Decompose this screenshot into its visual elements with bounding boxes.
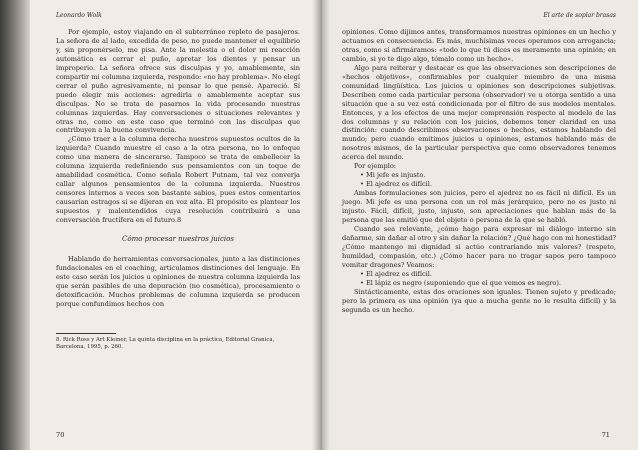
running-header-left: Leonardo Wolk <box>56 12 102 19</box>
paragraph: Hablando de herramientas conversacionales, junto a las distinciones fundacionales en el coaching, articulamos distinciones del lenguaje. En este caso serán los juicios u opiniones de nuestra columna izquierda las que serán pasibles de una depuración (no cosmética), procesamiento o detoxificación. Muchos problemas de columna izquierda se producen porque confundimos hechos con <box>56 254 300 308</box>
paragraph: Cuando sea relevante, ¿cómo hago para expresar mi diálogo interno sin dañarme, sin dañar al otro y sin dañar la relación? ¿Qué hago con mi honestidad? ¿Cómo mantengo mi dignidad si actúo contrariando mis valores? (respeto, humildad, compasión, etc.) ¿Cómo hacer para no tragar sapos pero tampoco vomitar dragones? Veamos: <box>342 224 616 269</box>
right-page <box>318 0 638 450</box>
page-number-right: 71 <box>601 431 610 439</box>
footnote-divider <box>56 333 116 334</box>
paragraph: ¿Cómo traer a la columna derecha nuestros supuestos ocultos de la izquierda? Cuando muestre el caso a la otra persona, no lo enfoque como una manera de sincerarse. Tampoco se trata de embellecer la columna izquierda redefiniendo sus pensamientos con un toque de amabilidad cosmética. Como señala Robert Putnam, tal vez converja callar algunos pensamientos de la columna izquierda. Nuestros censores internos a veces son bastante sabios, pues estos comentarios causarían estragos si se dijeran en voz alta. El propósito es plantear los supuestos y malentendidos cuya resolución contribuirá a una conversación fructífera en el futuro.8 <box>56 135 300 225</box>
paragraph: Sintácticamente, estas dos oraciones son iguales. Tienen sujeto y predicado; pero la primera es una opinión (ya que a mucha gente no le resulta difícil) y la segunda es un hecho. <box>342 287 616 314</box>
list-item: • El lápiz es negro (suponiendo que el que vemos es negro). <box>360 278 562 287</box>
left-page <box>0 0 318 450</box>
footnote: 8. Rick Ross y Art Kleiner, La quinta disciplina en la práctica, Editorial Granica, Barcelona, 1995, p. 260. <box>56 336 275 350</box>
paragraph: Algo para reiterar y destacar es que las observaciones son descripciones de «hechos objetivos», confirmables por cualquier miembro de una misma comunidad lingüística. Los juicios u opiniones son descripciones subjetivas. Describen como cada particular persona (observador) ve u otorga sentido a una situación que a su vez está condicionada por el filtro de sus modelos mentales. Entonces, y a los efectos de una mejor comprensión respecto al modelo de las dos columnas y su relación con los juicios, debemos tener claridad en una distinción: cuando describimos observaciones o hechos, estamos hablando del mundo; pero cuando emitimos juicios u opiniones, estamos hablando más de nosotros mismos, de la particular perspectiva que como observadores tenemos acerca del mundo. <box>342 63 616 162</box>
running-header-right: El arte de soplar brasas <box>543 12 616 19</box>
paragraph: Por ejemplo: <box>354 162 397 171</box>
list-item: • El ajedrez es difícil. <box>360 269 432 278</box>
section-heading: Cómo procesar nuestros juicios <box>122 234 234 243</box>
paragraph: Por ejemplo, estoy viajando en el subterráneo repleto de pasajeros. La señora de al lado, excedida de peso, no puede mantener el equilibrio y, sin proponérselo, me pisa. Ante la molestia o el dolor mi reacción automática es cerrar el puño, apretar los dientes y pensar un improperio. La señora ofrece sus disculpas y yo, amablemente, sin compartir mi columna izquierda, respondo: «no hay problema». No elegí cerrar el puño agresivamente, ni pensar lo que pensé. Apareció. Sí puedo elegir mis acciones: agredirla o amablemente aceptar sus disculpas. No se trata de pasarnos la vida procesando nuestras columnas izquierdas. Hay conversaciones o situaciones relevantes y otras no, como en este caso que terminó con las disculpas que contribuyen a la buena convivencia. <box>56 28 300 135</box>
paragraph: Ambas formulaciones son juicios, pero el ajedrez no es fácil ni difícil. Es un juego. Mi jefe es una persona con un rol más jerárquico, pero no es justo ni injusto. Fácil, difícil, justo, injusto, son apreciaciones que hablan más de la persona que las emitió que del objeto o persona de la que se habló. <box>342 189 616 225</box>
list-item: • El ajedrez es difícil. <box>360 180 432 189</box>
page-edge-shadow <box>0 0 30 450</box>
list-item: • Mi jefe es injusto. <box>360 171 426 180</box>
paragraph: opiniones. Como dijimos antes, transformamos nuestras opiniones en un hecho y actuamos en consecuencia. Es más, muchísimas veces operamos con arrogancia; otras, como si afirmáramos: «todo lo que tú dices es meramente una opinión; en cambio, si yo te digo algo, tómalo como un hecho». <box>342 28 616 63</box>
page-number-left: 70 <box>56 431 65 439</box>
